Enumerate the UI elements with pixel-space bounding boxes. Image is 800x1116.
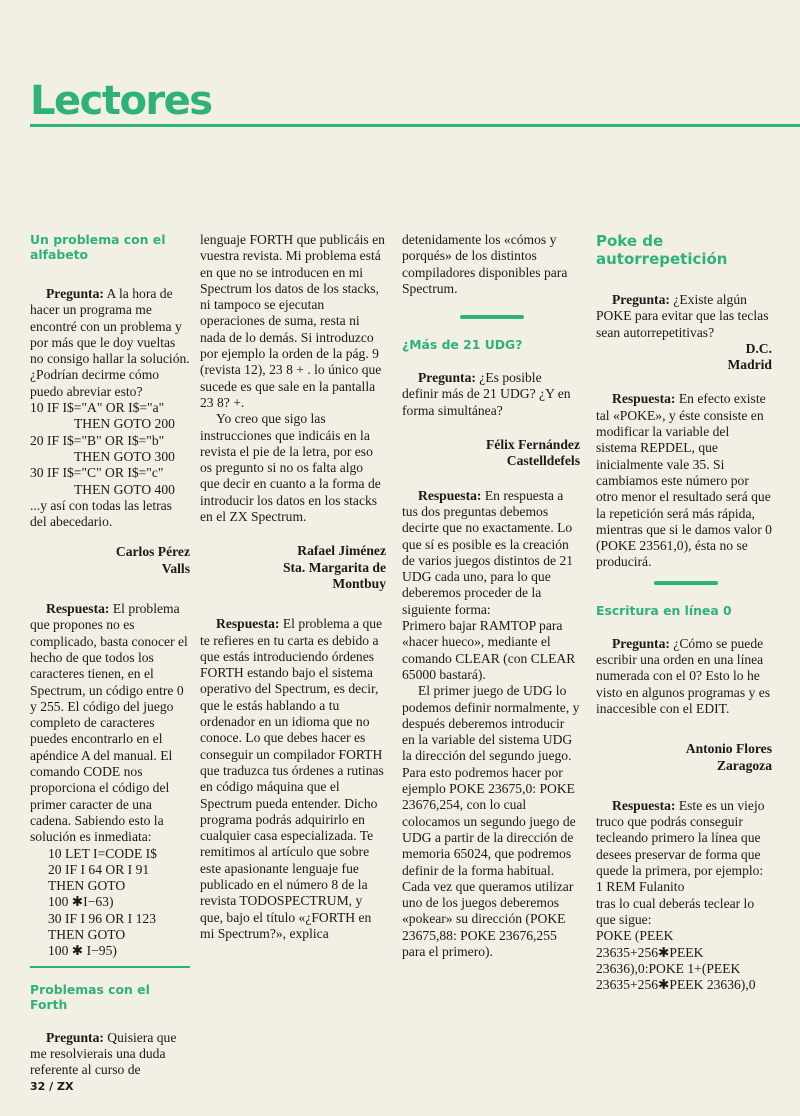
heading-alfabeto: Un problema con el alfabeto bbox=[30, 232, 166, 262]
answer-label: Respuesta: bbox=[418, 487, 482, 503]
code-line: POKE (PEEK 23635+256✱PEEK 23636),0:POKE 1+(PEEK 23635+256✱PEEK 23636),0 bbox=[596, 928, 756, 993]
question-label: Pregunta: bbox=[612, 292, 670, 307]
question-text: Quisiera que me resolvierais una duda referente al curso de bbox=[30, 1029, 177, 1078]
answer-udg-p2: Primero bajar RAMTOP para «hacer hueco», mediante el comando CLEAR (con CLEAR 65000 bastará). bbox=[402, 618, 576, 682]
code-line: 10 IF I$="A" OR I$="a" bbox=[30, 400, 165, 416]
signature-place: Montbuy bbox=[332, 575, 386, 591]
forth-question-p2: Yo creo que sigo las instrucciones que indicáis en la revista el pie de la letra, por eso os pregunto si no os falta algo que decir en cuanto a la forma de introducir los datos en los stacks en el ZX Spectrum. bbox=[200, 411, 381, 525]
answer-text: El problema que propones no es complicado, basta conocer el hecho de que todos los caracteres tienen, en el Spectrum, un código entre 0 y 255. El código del juego completo de caracteres puedes encontrarlo en el apéndice A del manual. El comando CODE nos proporciona el código del primer caracter de una cadena. Sabiendo esto la solución es inmediata: bbox=[30, 601, 188, 845]
column-2 bbox=[200, 232, 386, 942]
question-text: A la hora de hacer un programa me encontré con un problema y por más que le doy vueltas no consigo hallar la solución. ¿Podrían decirme cómo puedo abreviar esto? bbox=[30, 286, 190, 399]
question-label: Pregunta: bbox=[612, 635, 670, 651]
answer-alfabeto bbox=[30, 601, 190, 845]
question-alfabeto bbox=[30, 286, 190, 400]
code-line: 30 IF I 96 OR I 123 bbox=[48, 910, 156, 926]
code-line: THEN GOTO bbox=[48, 878, 126, 894]
answer-linea-0 bbox=[596, 798, 772, 879]
column-1 bbox=[30, 232, 190, 1078]
answer-forth bbox=[200, 616, 386, 942]
heading-forth: Problemas con el Forth bbox=[30, 981, 150, 1012]
code-line: 100 ✱ I−95) bbox=[48, 943, 117, 959]
signature-name: D.C. bbox=[745, 340, 772, 356]
heading-udg: ¿Más de 21 UDG? bbox=[402, 337, 523, 353]
question-linea-0 bbox=[596, 636, 772, 717]
code-line: 20 IF I 64 OR I 91 bbox=[48, 861, 150, 877]
code-line: 20 IF I$="B" OR I$="b" bbox=[30, 432, 165, 448]
heading-linea-0: Escritura en línea 0 bbox=[596, 602, 732, 618]
code-line: THEN GOTO 300 bbox=[74, 448, 175, 464]
code-line: THEN GOTO bbox=[48, 926, 126, 942]
forth-answer-cont: detenidamente los «cómos y porqués» de los distintos compiladores disponibles para Spectrum. bbox=[402, 232, 568, 296]
title-rule bbox=[30, 124, 800, 127]
signature-surname: Valls bbox=[161, 560, 190, 576]
code-line: 30 IF I$="C" OR I$="c" bbox=[30, 465, 164, 481]
answer-label: Respuesta: bbox=[216, 616, 280, 632]
answer-text: En respuesta a tus dos preguntas debemos decirte que no exactamente. Lo que sí es posible es la creación de varios juegos distintos de 21 UDG cada uno, para lo que deberemos proceder de la siguiente forma: bbox=[402, 487, 574, 617]
code-line: THEN GOTO 400 bbox=[74, 481, 175, 497]
answer-label: Respuesta: bbox=[612, 797, 676, 813]
column-3 bbox=[402, 232, 580, 960]
signature-name: Rafael Jiménez bbox=[297, 543, 386, 559]
question-text: ¿Es posible definir más de 21 UDG? ¿Y en forma simultánea? bbox=[402, 370, 571, 418]
answer-label: Respuesta: bbox=[46, 601, 110, 617]
answer-text: En efecto existe tal «POKE», y éste consiste en modificar la variable del sistema REPDEL, que inicialmente vale 35. Si cambiamos este número por otro menor el resultado será que la repetición será más rápida, mientras que si le damos valor 0 (POKE 23561,0), ésta no se producirá. bbox=[596, 391, 772, 570]
page-number: 32 / ZX bbox=[30, 1080, 74, 1093]
question-label: Pregunta: bbox=[418, 370, 476, 386]
signature-place: Castelldefels bbox=[506, 453, 580, 469]
answer-udg-p3: El primer juego de UDG lo podemos definir normalmente, y después deberemos introducir en la variable del sistema UDG la dirección del segundo juego. Para esto podremos hacer por ejemplo POKE 23675,0: POKE 23676,254, con lo cual colocamos un segundo juego de UDG a partir de la dirección de memoria 65024, que podremos definir de la forma habitual. Cada vez que queramos utilizar uno de los juegos deberemos «pokear» su dirección (POKE 23675,88: POKE 23676,255 para el primero). bbox=[402, 683, 580, 959]
heading-poke: Poke de autorrepetición bbox=[596, 232, 728, 268]
section-title: Lectores bbox=[30, 78, 212, 124]
question-text: ¿Cómo se puede escribir una orden en una línea numerada con el 0? Esto lo he visto en algunos programas y es inaccesible con el EDIT. bbox=[596, 635, 771, 716]
signature-place: Sta. Margarita de bbox=[282, 559, 386, 575]
question-label: Pregunta: bbox=[46, 286, 104, 301]
question-label: Pregunta: bbox=[46, 1029, 104, 1045]
forth-question-cont: lenguaje FORTH que publicáis en vuestra revista. Mi problema está en que no se introducen en mi Spectrum los datos de los stacks, ni tampoco se ejecutan operaciones de suma, resta ni nada de lo demás. Si introduzco por ejemplo la orden de la pág. 9 (revista 12), 23 8 + . lo único que sucede es que sale en la pantalla 23 8? +. bbox=[200, 232, 385, 410]
code-line: THEN GOTO 200 bbox=[74, 416, 175, 432]
code-line: 10 LET I=CODE I$ bbox=[48, 845, 157, 861]
answer-text: El problema a que te refieres en tu carta es debido a que estás introduciendo órdenes FORTH estando bajo el sistema operativo del Spectrum, es decir, que le estás hablando a tu ordenador en un idioma que no conoce. Lo que debes hacer es conseguir un compilador FORTH que traduzca tus órdenes a rutinas en código máquina que el Spectrum pueda entender. Dicho programa podrás adquirirlo en cualquier casa especializada. Te remitimos al artículo que sobre este apasionante lenguaje fue publicado en el número 8 de la revista TODOSPECTRUM, y que, bajo el título «¿FORTH en mi Spectrum?», explica bbox=[200, 616, 384, 941]
code-line: 100 ✱I−63) bbox=[48, 894, 114, 910]
signature-name: Antonio Flores bbox=[685, 741, 772, 757]
question-text: ¿Existe algún POKE para evitar que las teclas sean autorrepetitivas? bbox=[596, 292, 769, 340]
code-line: tras lo cual deberás teclear lo que sigue: bbox=[596, 895, 755, 927]
question-poke bbox=[596, 292, 772, 341]
signature-place: Zaragoza bbox=[716, 757, 772, 773]
signature-name: Félix Fernández bbox=[485, 437, 580, 453]
code-line: 1 REM Fulanito bbox=[596, 879, 685, 895]
answer-text: Este es un viejo truco que podrás conseguir tecleando primero la línea que desees preservar de forma que quede la primera, por ejemplo: bbox=[596, 797, 765, 879]
signature-name: Carlos Pérez bbox=[115, 544, 190, 560]
column-4 bbox=[596, 232, 772, 993]
question-forth bbox=[30, 1030, 190, 1079]
answer-poke bbox=[596, 391, 772, 570]
answer-label: Respuesta: bbox=[612, 391, 676, 407]
question-tail: ...y así con todas las letras del abecedario. bbox=[30, 497, 172, 530]
signature-place: Madrid bbox=[727, 357, 772, 373]
question-udg bbox=[402, 370, 580, 419]
answer-udg bbox=[402, 488, 580, 618]
